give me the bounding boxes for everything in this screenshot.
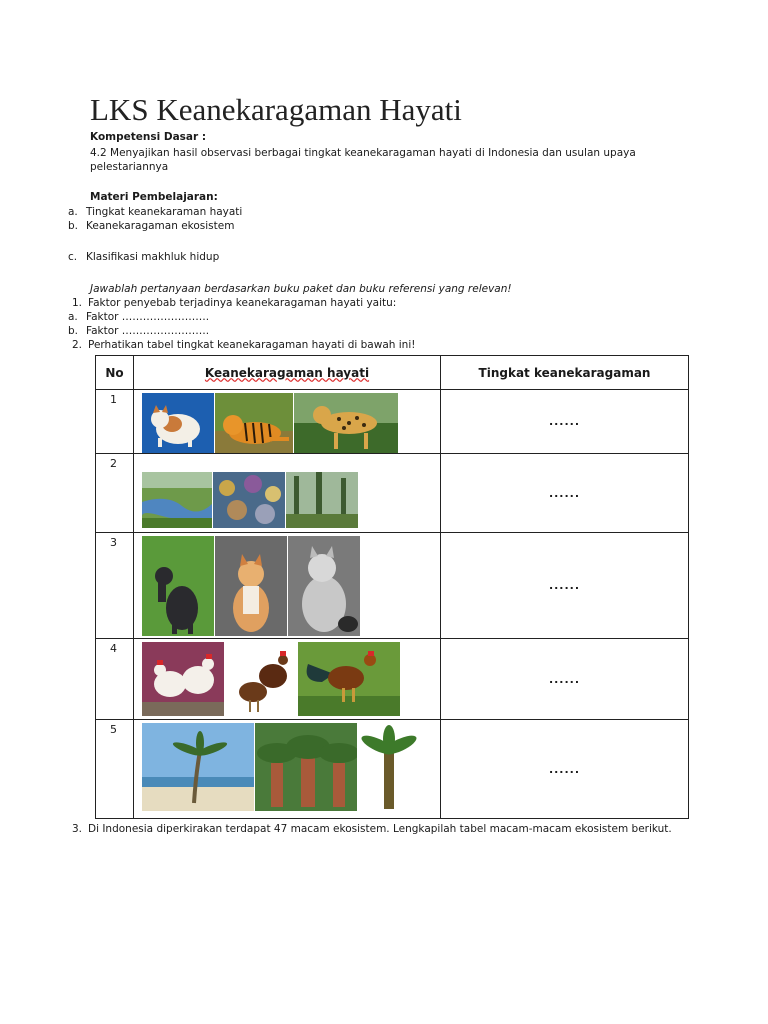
forest-photo	[286, 472, 358, 528]
list-text: Faktor …………………….	[86, 311, 210, 323]
row-number: 3	[96, 533, 134, 639]
answer-cell: ......	[441, 639, 689, 720]
factor-item	[68, 324, 209, 338]
row-images	[134, 454, 441, 533]
leopard-photo	[294, 393, 398, 453]
question-number: 2.	[71, 339, 82, 351]
factor-item	[68, 310, 209, 324]
table-row	[96, 639, 689, 720]
coconut-palm-photo	[142, 723, 254, 811]
materi-heading: Materi Pembelajaran:	[90, 191, 218, 203]
table-row	[96, 454, 689, 533]
list-text: Klasifikasi makhluk hidup	[86, 251, 220, 263]
question-number: 1.	[71, 297, 82, 309]
rooster-photo	[298, 642, 400, 716]
row-number: 1	[96, 390, 134, 454]
list-marker: b.	[68, 325, 79, 337]
list-marker: a.	[68, 206, 78, 218]
materi-item	[68, 205, 242, 219]
row-number: 2	[96, 454, 134, 533]
list-text: Faktor …………………….	[86, 325, 210, 337]
river-photo	[142, 472, 212, 528]
header-keanekaragaman-label: Keanekaragaman hayati	[204, 365, 370, 380]
row-number: 4	[96, 639, 134, 720]
cat-photo	[142, 393, 214, 453]
table-header-row	[96, 356, 689, 390]
answer-cell: ......	[441, 454, 689, 533]
header-keanekaragaman	[134, 356, 441, 390]
row-images	[134, 639, 441, 720]
answer-cell: ......	[441, 390, 689, 454]
question-3	[66, 822, 672, 836]
kompetensi-line-1: 4.2 Menyajikan hasil observasi berbagai tingkat keanekaragaman hayati di Indonesia dan usulan upaya	[90, 147, 636, 159]
materi-item	[68, 219, 234, 233]
list-marker: b.	[68, 220, 79, 232]
list-text: Keanekaragaman ekosistem	[86, 220, 235, 232]
coral-reef-photo	[213, 472, 285, 528]
table-row	[96, 533, 689, 639]
row-images	[134, 390, 441, 454]
list-marker: c.	[68, 251, 78, 263]
black-cat-photo	[142, 536, 214, 636]
header-tingkat: Tingkat keanekaragaman	[441, 356, 689, 390]
question-text: Di Indonesia diperkirakan terdapat 47 macam ekosistem. Lengkapilah tabel macam-macam ekosistem berikut.	[88, 823, 672, 835]
biodiversity-table	[95, 355, 689, 819]
table-row	[96, 390, 689, 454]
row-images	[134, 533, 441, 639]
palm-tree-photo	[358, 723, 420, 811]
page-title: LKS Keanekaragaman Hayati	[90, 92, 462, 127]
question-2	[66, 338, 415, 352]
kompetensi-line-2: pelestariannya	[90, 161, 169, 173]
table-row	[96, 720, 689, 819]
question-number: 3.	[71, 823, 82, 835]
brown-chickens-photo	[225, 642, 297, 716]
header-no: No	[96, 356, 134, 390]
question-text: Perhatikan tabel tingkat keanekaragaman hayati di bawah ini!	[88, 339, 416, 351]
list-marker: a.	[68, 311, 78, 323]
answer-cell: ......	[441, 720, 689, 819]
oil-palm-photo	[255, 723, 357, 811]
orange-cat-photo	[215, 536, 287, 636]
question-1	[66, 296, 396, 310]
row-number: 5	[96, 720, 134, 819]
kompetensi-heading: Kompetensi Dasar :	[90, 131, 207, 143]
row-images	[134, 720, 441, 819]
list-text: Tingkat keanekaraman hayati	[86, 206, 243, 218]
instruction-text: Jawablah pertanyaan berdasarkan buku paket dan buku referensi yang relevan!	[90, 283, 512, 295]
white-chickens-photo	[142, 642, 224, 716]
grey-cat-photo	[288, 536, 360, 636]
question-text: Faktor penyebab terjadinya keanekaragaman hayati yaitu:	[88, 297, 397, 309]
answer-cell: ......	[441, 533, 689, 639]
tiger-photo	[215, 393, 293, 453]
materi-item	[68, 250, 219, 264]
